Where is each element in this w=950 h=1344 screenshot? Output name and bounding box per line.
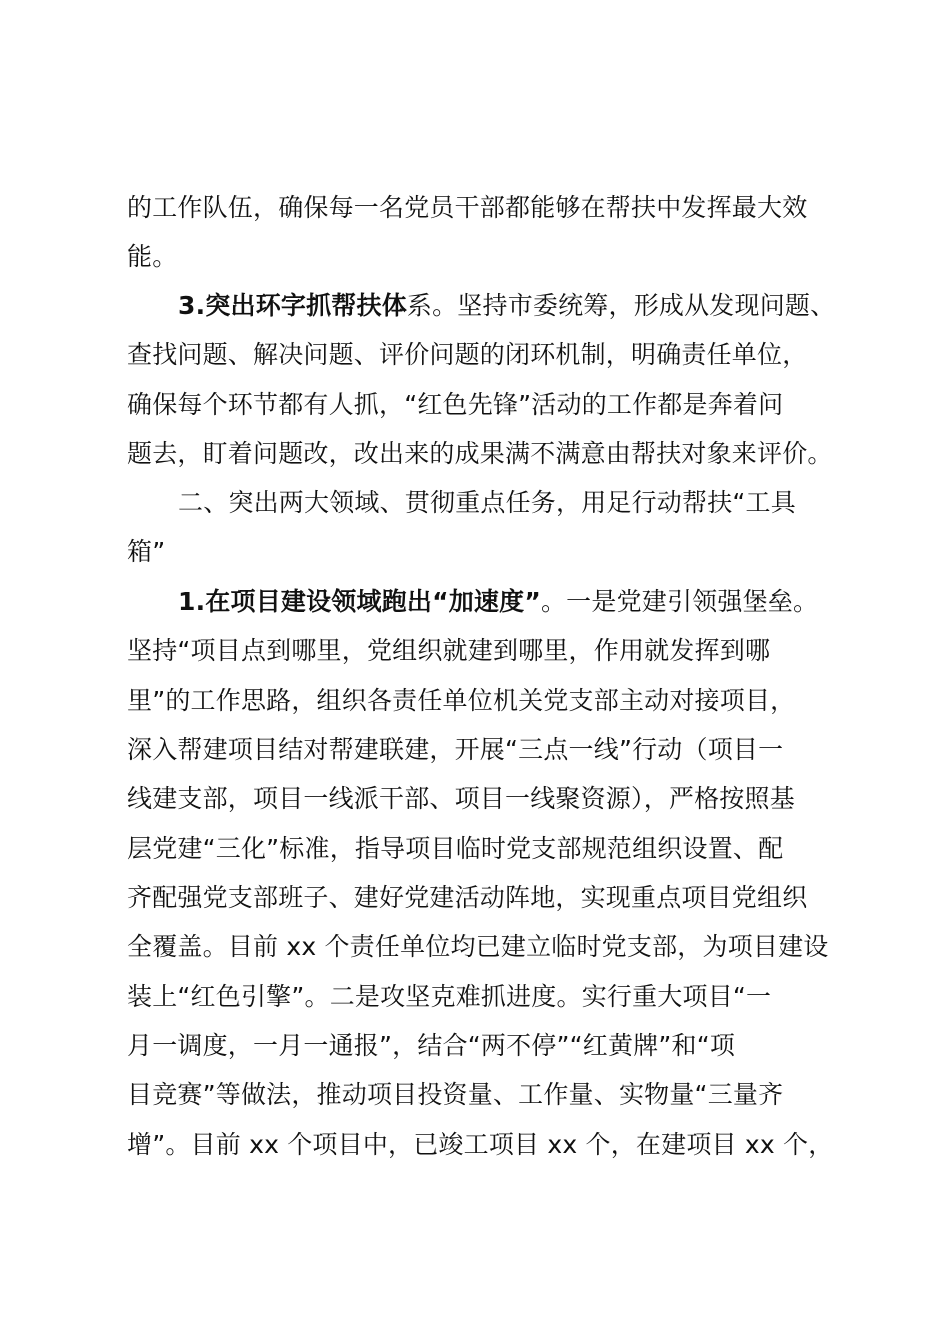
paragraph-line: 全覆盖。目前 xx 个责任单位均已建立临时党支部，为项目建设 xyxy=(127,932,829,961)
paragraph-line: 目竞赛”等做法，推动项目投资量、工作量、实物量“三量齐 xyxy=(127,1080,784,1109)
item3-heading: 3.突出环字抓帮扶体 xyxy=(178,291,407,320)
section-heading-line: 二、突出两大领域、贯彻重点任务，用足行动帮扶“工具 xyxy=(178,488,796,517)
paragraph-line: 确保每个环节都有人抓，“红色先锋”活动的工作都是奔着问 xyxy=(127,390,784,419)
item1-first-line-rest: 。一是党建引领强堡垒。 xyxy=(540,587,819,616)
paragraph-line: 月一调度，一月一通报”，结合“两不停”“红黄牌”和“项 xyxy=(127,1031,736,1060)
paragraph-line: 深入帮建项目结对帮建联建，开展“三点一线”行动（项目一 xyxy=(127,735,784,764)
paragraph-line: 里”的工作思路，组织各责任单位机关党支部主动对接项目， xyxy=(127,686,796,715)
item3-first-line xyxy=(178,281,858,331)
paragraph-line: 层党建“三化”标准，指导项目临时党支部规范组织设置、配 xyxy=(127,834,784,863)
paragraph-line: 坚持“项目点到哪里，党组织就建到哪里，作用就发挥到哪 xyxy=(127,636,771,665)
paragraph-line: 的工作队伍，确保每一名党员干部都能够在帮扶中发挥最大效 xyxy=(127,193,808,222)
paragraph-line: 查找问题、解决问题、评价问题的闭环机制，明确责任单位， xyxy=(127,340,808,369)
paragraph-line: 增”。目前 xx 个项目中，已竣工项目 xx 个，在建项目 xx 个， xyxy=(127,1130,834,1159)
paragraph-line: 线建支部，项目一线派干部、项目一线聚资源），严格按照基 xyxy=(127,784,795,813)
paragraph-line: 题去，盯着问题改，改出来的成果满不满意由帮扶对象来评价。 xyxy=(127,439,833,468)
paragraph-line: 齐配强党支部班子、建好党建活动阵地，实现重点项目党组织 xyxy=(127,883,808,912)
paragraph-line: 能。 xyxy=(127,242,178,271)
item1-first-line xyxy=(178,577,858,627)
section-heading-line: 箱” xyxy=(127,537,166,566)
item1-heading: 1.在项目建设领域跑出“加速度” xyxy=(178,587,541,616)
paragraph-line: 装上“红色引擎”。二是攻坚克难抓进度。实行重大项目“一 xyxy=(127,982,772,1011)
item3-first-line-rest: 系。坚持市委统筹，形成从发现问题、 xyxy=(406,291,836,320)
